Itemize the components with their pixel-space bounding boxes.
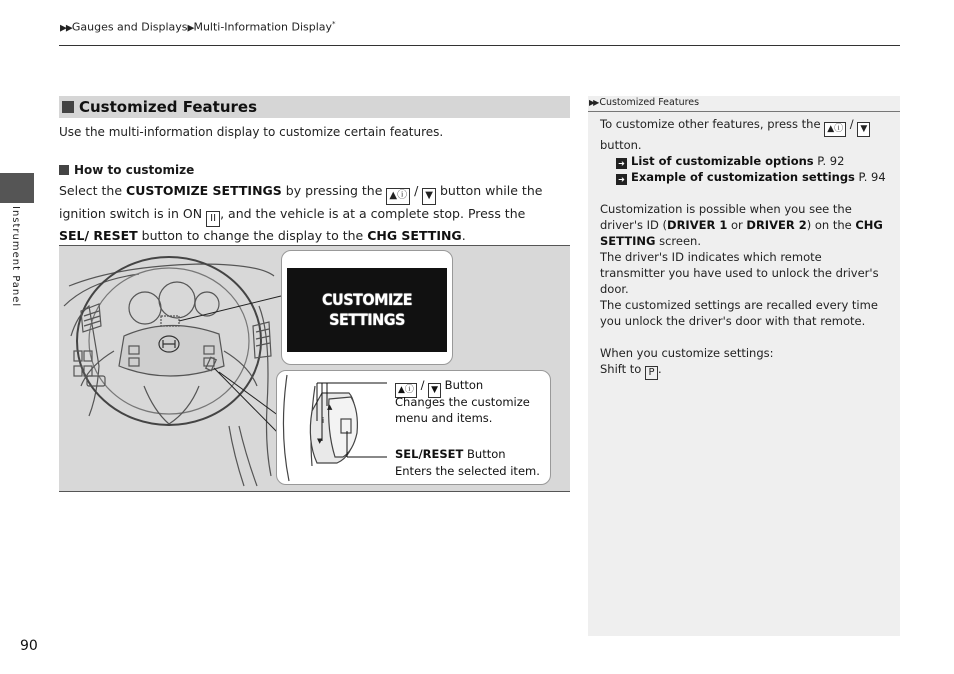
text: Select the [59,183,127,198]
chapter-label: Instrument Panel [10,206,21,308]
up-info-button-icon: ▲ⓘ [824,122,846,137]
text: To customize other features, press the [600,117,825,131]
park-gear-icon: P [645,366,658,380]
slash: / [410,183,423,198]
display-callout [281,250,453,365]
driver2-term: DRIVER 2 [746,218,807,232]
text: , and the vehicle is at a complete stop. Press the [220,205,526,221]
section-header [59,96,570,118]
callout-updown-desc-1: Changes the customize [395,395,530,409]
svg-text:▼: ▼ [317,437,323,445]
sel-reset-title: SEL/RESET [395,447,464,461]
subsection-heading [59,163,194,177]
svg-text:▲: ▲ [327,403,333,411]
customize-settings-term: CUSTOMIZE SETTINGS [126,183,282,198]
text: or [727,218,747,232]
text: Shift to [600,362,645,376]
link-page[interactable]: P. 94 [854,170,886,184]
driver1-term: DRIVER 1 [667,218,728,232]
down-button-icon: ▼ [422,188,436,205]
down-button-icon: ▼ [428,383,441,398]
breadcrumb-arrow-icon: ▶ [187,23,194,34]
chapter-tab [0,173,34,203]
subsection-title: How to customize [74,163,195,177]
spacer [600,329,890,345]
link-label[interactable]: Example of customization settings [631,170,855,184]
text: ) on the [806,218,856,232]
text: screen. [655,234,701,248]
header-divider [59,45,900,46]
callout-selreset-desc: Enters the selected item. [395,464,540,478]
sidebar-notes [588,96,900,636]
sidebar-header [588,96,900,112]
dashboard-illustration [59,245,570,492]
link-arrow-icon: ➜ [616,174,627,185]
link-label[interactable]: List of customizable options [631,154,814,168]
mid-screen [287,268,447,352]
ignition-on-icon: II [206,211,220,227]
breadcrumb-arrow-icon: ▶▶ [60,23,72,34]
chg-setting-term: CHG SETTING [367,227,462,243]
link-customizable-options[interactable] [600,153,890,169]
text: . [461,227,466,243]
callout-selreset-label [395,446,506,462]
slash: / [416,378,429,392]
button-callout [276,370,551,485]
sidebar-para-1 [600,116,890,153]
sidebar-para-3: The driver's ID indicates which remote transmitter you have used to unlock the driver's door. [600,250,879,296]
callout-updown-desc-2: menu and items. [395,411,493,425]
display-text-line2: SETTINGS [329,310,405,329]
sidebar-para-2 [600,201,890,249]
slash: / [846,117,858,131]
sidebar-body [600,116,890,380]
section-intro: Use the multi-information display to customize certain features. [59,125,444,139]
link-page[interactable]: P. 92 [813,154,845,168]
breadcrumb-item-mid[interactable]: Multi-Information Display [193,20,333,34]
spacer [600,185,890,201]
text: Customization is possible when you see the driver's ID ( [600,202,852,232]
text: button to change the display to the [137,227,368,243]
sel-reset-suffix: Button [463,447,506,461]
breadcrumb-asterisk: * [332,20,336,28]
callout-updown-title: Button [441,378,484,392]
link-arrow-icon: ➜ [616,158,627,169]
text: by pressing the [281,183,387,198]
breadcrumb [60,20,336,34]
sidebar-para-6 [600,361,890,380]
breadcrumb-item-gauges[interactable]: Gauges and Displays [71,20,188,34]
display-text-line1: CUSTOMIZE [321,290,413,309]
text: button. [600,138,642,152]
sidebar-arrow-icon: ▶▶ [589,98,598,107]
text: button while the ignition switch is in ON [59,183,543,221]
sidebar-title: Customized Features [599,97,700,108]
sidebar-para-5: When you customize settings: [600,346,774,360]
subsection-square-icon [59,165,69,175]
down-button-icon: ▼ [857,122,870,137]
steering-switch-closeup [277,371,387,484]
text: . [658,362,662,376]
sidebar-para-4: The customized settings are recalled every time you unlock the driver's door with that remote. [600,298,878,328]
how-to-paragraph [59,182,559,245]
up-info-button-icon: ▲ⓘ [386,188,410,205]
link-customization-example[interactable] [600,169,890,185]
up-info-button-icon: ▲ⓘ [395,383,417,398]
sel-reset-term: SEL/ RESET [59,227,138,243]
chg-setting-term: CHG SETTING [600,218,883,248]
section-square-icon [62,101,74,113]
page-number: 90 [20,638,38,654]
svg-text:i: i [322,416,325,425]
section-title: Customized Features [79,98,258,116]
